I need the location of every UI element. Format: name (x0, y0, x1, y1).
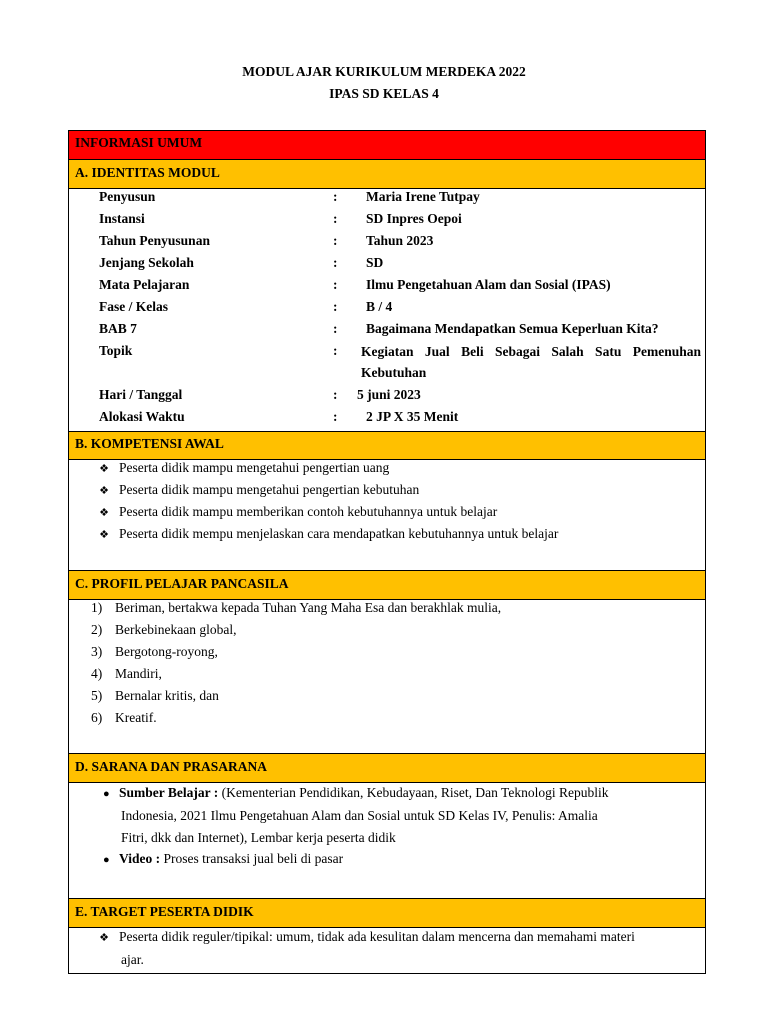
identitas-colon: : (333, 343, 338, 358)
identitas-row (69, 255, 705, 275)
bullet-icon: ● (103, 854, 110, 866)
identitas-label: Instansi (99, 211, 145, 226)
identitas-row (69, 343, 705, 387)
bullet-icon: ● (103, 788, 110, 800)
diamond-bullet-icon: ❖ (99, 932, 109, 944)
document-subtitle: IPAS SD KELAS 4 (329, 86, 439, 101)
list-item-sumber-belajar: ● Sumber Belajar : (Kementerian Pendidikan, Kebudayaan, Riset, Dan Teknologi Republik (103, 785, 609, 800)
list-item: 1) Beriman, bertakwa kepada Tuhan Yang Maha Esa dan berakhlak mulia, (91, 600, 502, 615)
identitas-row (69, 409, 705, 429)
diamond-bullet-icon: ❖ (99, 485, 109, 497)
diamond-bullet-icon: ❖ (99, 463, 109, 475)
identitas-row (69, 321, 705, 341)
section-identitas-modul: A. IDENTITAS MODUL (69, 159, 705, 189)
diamond-bullet-icon: ❖ (99, 529, 109, 541)
section-informasi-umum: INFORMASI UMUM (69, 131, 705, 160)
identitas-row (69, 233, 705, 253)
identitas-value: Tahun 2023 (366, 233, 434, 248)
identitas-value: Maria Irene Tutpay (366, 189, 480, 204)
identitas-label: Mata Pelajaran (99, 277, 190, 292)
identitas-row (69, 211, 705, 231)
identitas-colon: : (333, 211, 338, 226)
module-table (68, 130, 706, 974)
sumber-belajar-continued: Indonesia, 2021 Ilmu Pengetahuan Alam dan Sosial untuk SD Kelas IV, Penulis: Amalia (121, 808, 598, 823)
list-item: 3) Bergotong-royong, (91, 644, 218, 659)
identitas-value: 2 JP X 35 Menit (366, 409, 459, 424)
list-item: 2) Berkebinekaan global, (91, 622, 237, 637)
identitas-colon: : (333, 233, 338, 248)
identitas-label: Topik (99, 343, 133, 358)
section-sarana-prasarana: D. SARANA DAN PRASARANA (69, 753, 705, 783)
identitas-value: Bagaimana Mendapatkan Semua Keperluan Kita? (366, 321, 659, 336)
identitas-label: Fase / Kelas (99, 299, 168, 314)
list-item: ❖ Peserta didik mampu mengetahui pengertian uang (97, 460, 389, 476)
identitas-colon: : (333, 387, 338, 402)
list-item: ❖ Peserta didik mempu menjelaskan cara mendapatkan kebutuhannya untuk belajar (97, 526, 558, 542)
identitas-value-continued: Kebutuhan (361, 365, 427, 380)
identitas-value: B / 4 (366, 299, 393, 314)
section-target-peserta-didik: E. TARGET PESERTA DIDIK (69, 898, 705, 928)
sumber-belajar-continued: Fitri, dkk dan Internet), Lembar kerja peserta didik (121, 830, 396, 845)
document-title: MODUL AJAR KURIKULUM MERDEKA 2022 (242, 64, 526, 79)
identitas-label: Alokasi Waktu (99, 409, 185, 424)
identitas-value: Ilmu Pengetahuan Alam dan Sosial (IPAS) (366, 277, 611, 292)
diamond-bullet-icon: ❖ (99, 507, 109, 519)
identitas-label: Jenjang Sekolah (99, 255, 194, 270)
identitas-row (69, 387, 705, 407)
identitas-row (69, 299, 705, 319)
list-item: 5) Bernalar kritis, dan (91, 688, 219, 703)
section-kompetensi-awal: B. KOMPETENSI AWAL (69, 431, 705, 460)
list-item: 4) Mandiri, (91, 666, 162, 681)
list-item: ❖ Peserta didik mampu memberikan contoh kebutuhannya untuk belajar (97, 504, 497, 520)
identitas-value: 5 juni 2023 (357, 387, 421, 402)
identitas-colon: : (333, 321, 338, 336)
target-continued: ajar. (121, 952, 144, 967)
list-item-video: ● Video : Proses transaksi jual beli di pasar (103, 851, 344, 866)
identitas-label: Tahun Penyusunan (99, 233, 210, 248)
identitas-colon: : (333, 255, 338, 270)
identitas-colon: : (333, 299, 338, 314)
identitas-row (69, 189, 705, 209)
list-item: ❖ Peserta didik reguler/tipikal: umum, tidak ada kesulitan dalam mencerna dan memahami materi (97, 929, 635, 945)
identitas-value: Kegiatan Jual Beli Sebagai Salah Satu Pemenuhan (361, 344, 701, 359)
identitas-colon: : (333, 409, 338, 424)
identitas-label: Hari / Tanggal (99, 387, 183, 402)
list-item: 6) Kreatif. (91, 710, 157, 725)
list-item: ❖ Peserta didik mampu mengetahui pengertian kebutuhan (97, 482, 419, 498)
identitas-label: Penyusun (99, 189, 156, 204)
identitas-colon: : (333, 277, 338, 292)
identitas-value: SD Inpres Oepoi (366, 211, 462, 226)
identitas-colon: : (333, 189, 338, 204)
section-profil-pelajar-pancasila: C. PROFIL PELAJAR PANCASILA (69, 570, 705, 600)
identitas-value: SD (366, 255, 384, 270)
identitas-row (69, 277, 705, 297)
identitas-label: BAB 7 (99, 321, 137, 336)
